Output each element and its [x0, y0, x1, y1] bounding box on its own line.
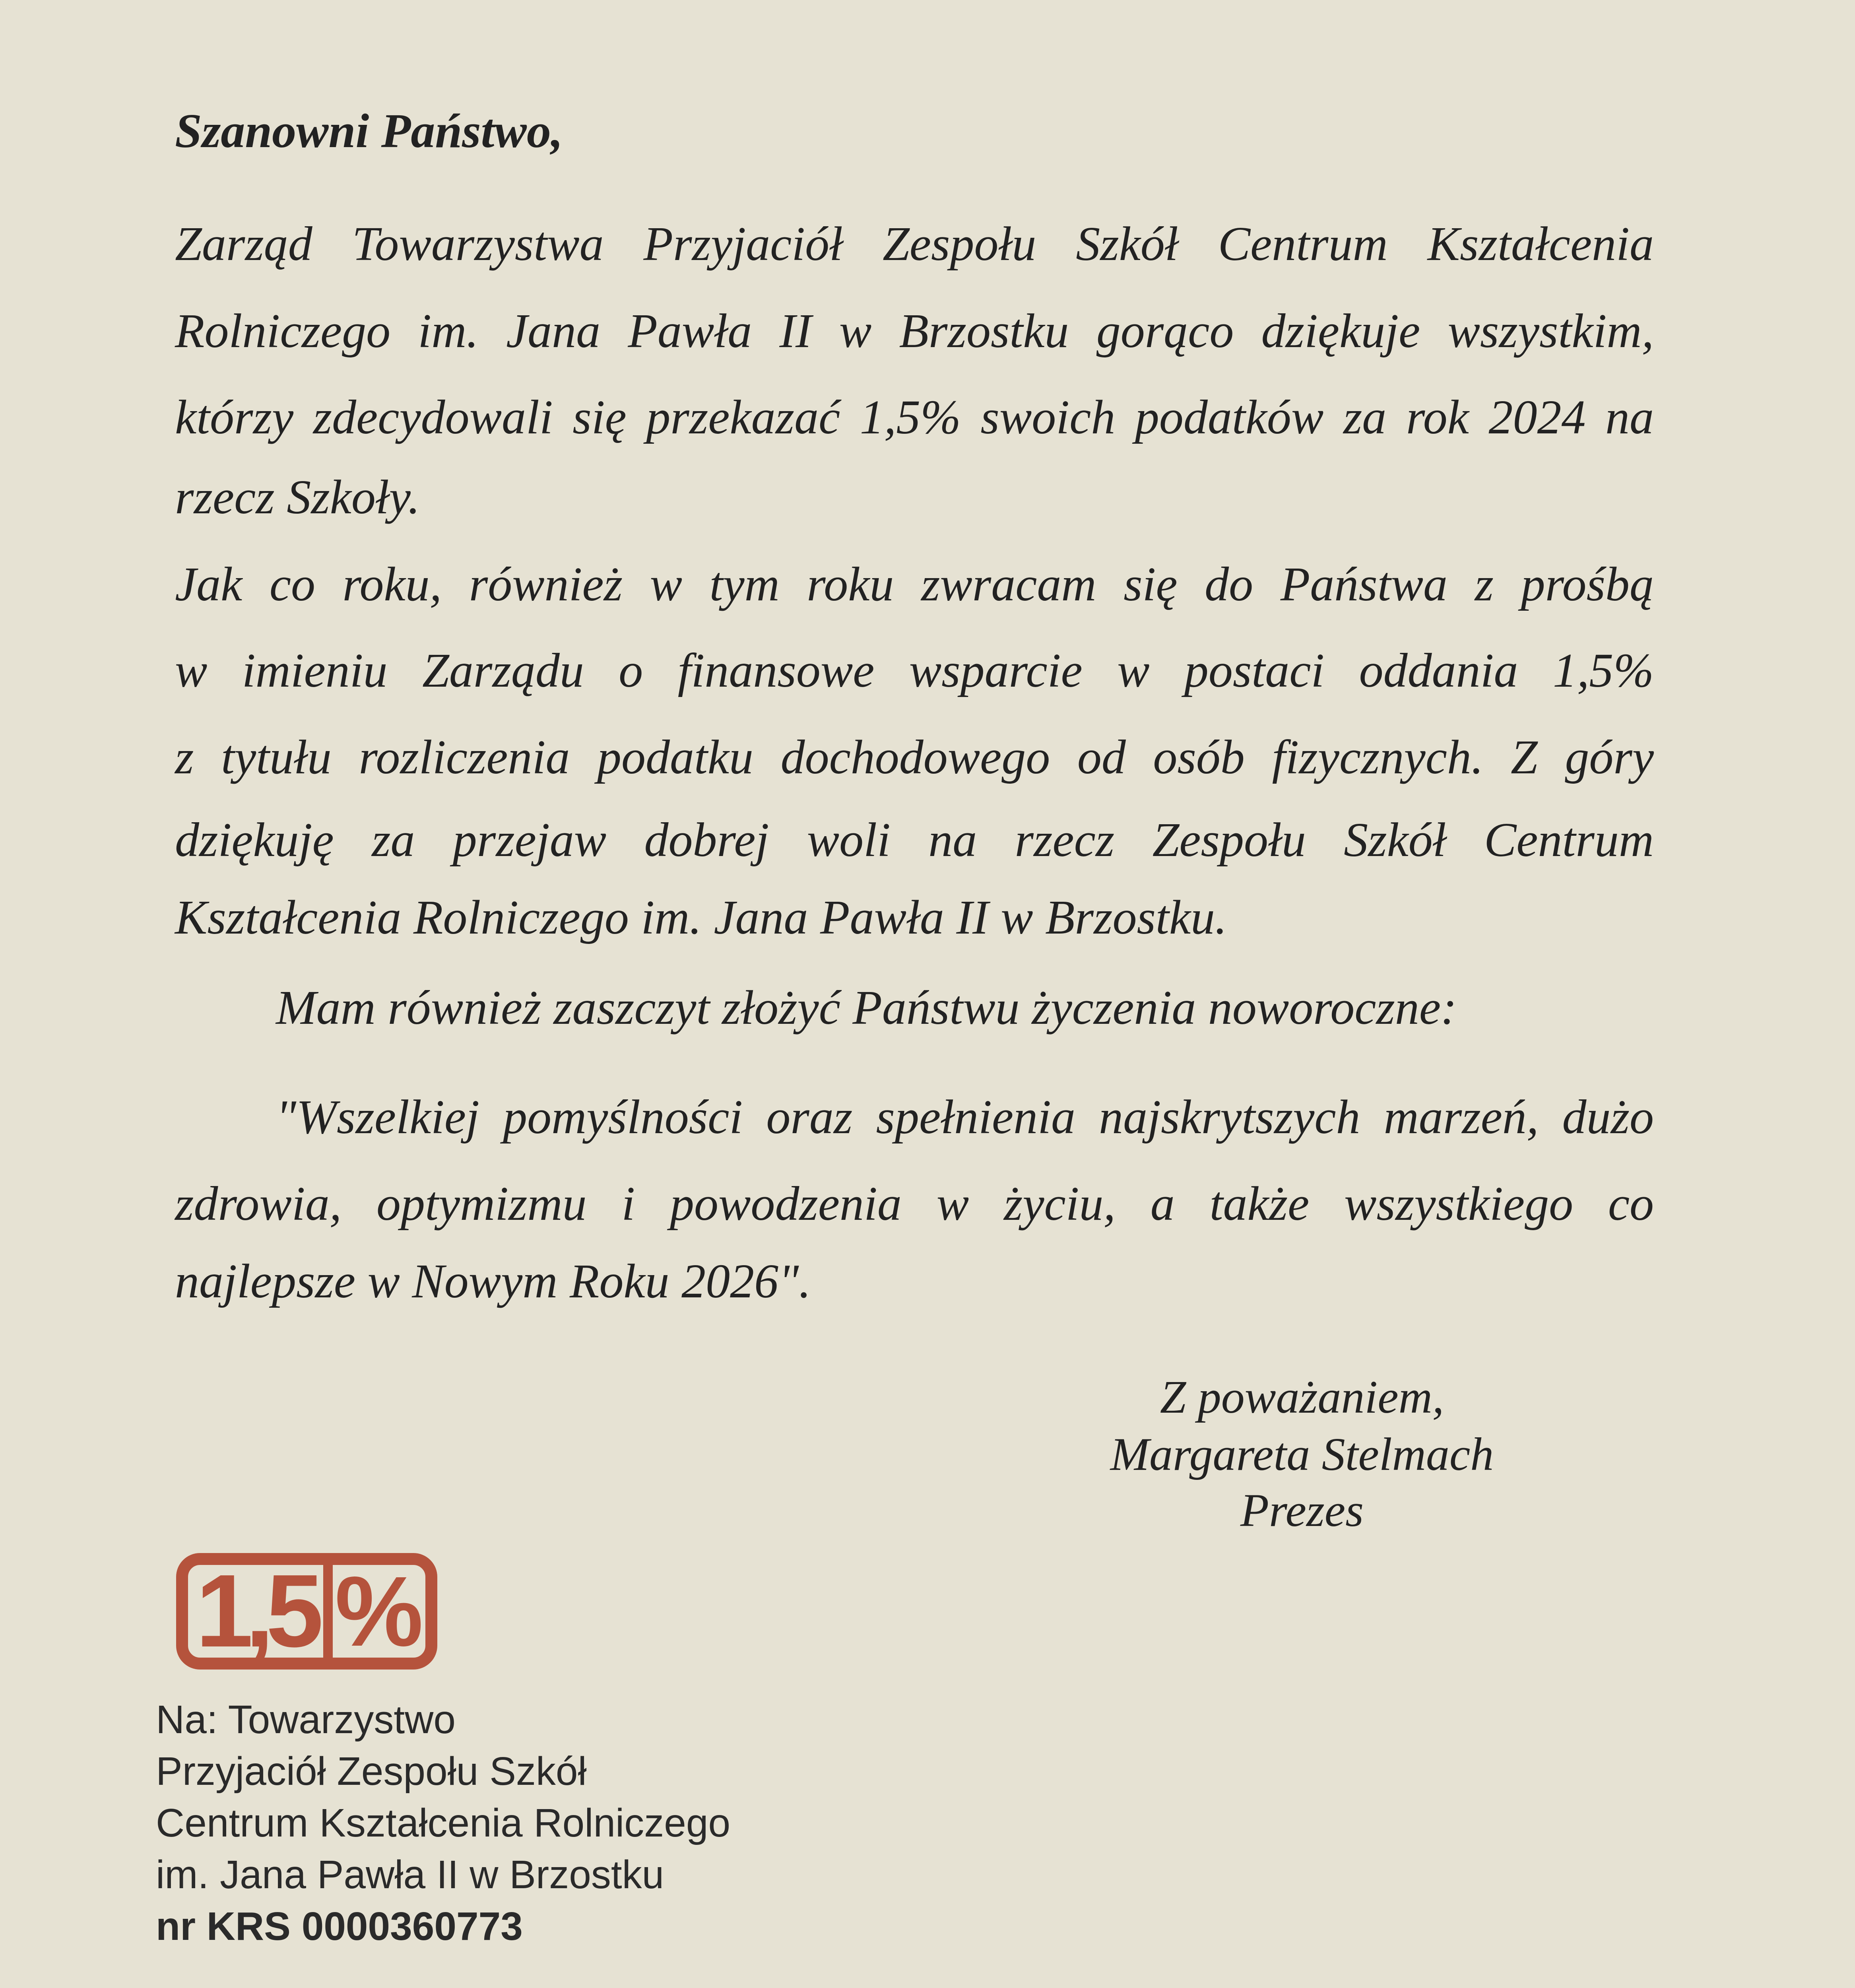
one-point-five-percent-logo: [176, 1553, 437, 1670]
text-line: Zarząd Towarzystwa Przyjaciół Zespołu Szkół Centrum Kształcenia: [175, 217, 1654, 271]
letter-greeting: Szanowni Państwo,: [175, 104, 563, 158]
text-line: Kształcenia Rolniczego im. Jana Pawła II w Brzostku.: [175, 891, 1227, 944]
text-line: w imieniu Zarządu o finansowe wsparcie w postaci oddania 1,5%: [175, 644, 1654, 697]
logo-percent: %: [335, 1556, 423, 1667]
text-line: z tytułu rozliczenia podatku dochodowego od osób fizycznych. Z góry: [175, 730, 1654, 784]
text-line: dziękuję za przejaw dobrej woli na rzecz Zespołu Szkół Centrum: [175, 813, 1654, 867]
signer-name: Margareta Stelmach: [1110, 1428, 1494, 1480]
logo-number: 1,5: [188, 1565, 333, 1658]
text-line: rzecz Szkoły.: [175, 470, 420, 524]
text-line: zdrowia, optymizmu i powodzenia w życiu, a także wszystkiego co: [175, 1177, 1654, 1231]
recipient-line: Centrum Kształcenia Rolniczego: [156, 1801, 731, 1845]
closing-salutation: Z poważaniem,: [1160, 1371, 1444, 1423]
text-line: Rolniczego im. Jana Pawła II w Brzostku gorąco dziękuje wszystkim,: [175, 304, 1654, 358]
recipient-line: Przyjaciół Zespołu Szkół: [156, 1749, 587, 1794]
signer-title: Prezes: [1240, 1484, 1364, 1536]
text-line: najlepsze w Nowym Roku 2026".: [175, 1254, 811, 1308]
recipient-line: Na: Towarzystwo: [156, 1697, 456, 1742]
text-line: Jak co roku, również w tym roku zwracam się do Państwa z prośbą: [175, 557, 1654, 611]
recipient-line: im. Jana Pawła II w Brzostku: [156, 1852, 664, 1897]
krs-number: nr KRS 0000360773: [156, 1904, 523, 1949]
text-line: "Wszelkiej pomyślności oraz spełnienia najskrytszych marzeń, dużo: [276, 1090, 1654, 1144]
paragraph-wishes-intro: Mam również zaszczyt złożyć Państwu życzenia noworoczne:: [276, 981, 1457, 1035]
text-line: którzy zdecydowali się przekazać 1,5% swoich podatków za rok 2024 na: [175, 390, 1654, 444]
